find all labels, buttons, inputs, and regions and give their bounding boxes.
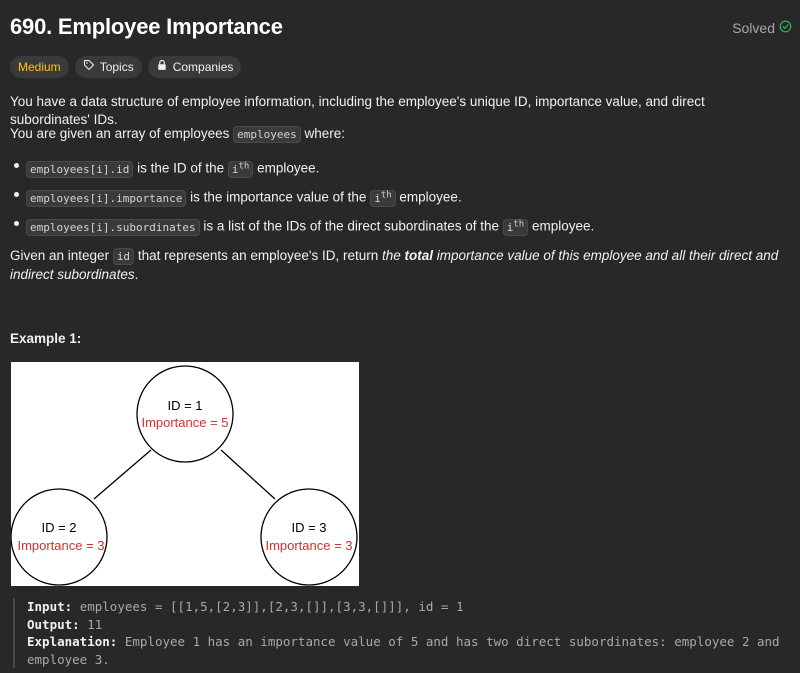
tag-icon [83, 56, 95, 78]
input-label: Input: [27, 599, 73, 614]
node-importance-label: Importance = 3 [17, 538, 105, 553]
bullet-var-sup: th [380, 190, 392, 200]
lock-icon [156, 56, 168, 78]
output-line [27, 616, 790, 634]
example-title: Example 1: [10, 331, 82, 346]
bullet-code: employees[i].importance [26, 190, 186, 207]
description-paragraph-3 [10, 247, 786, 284]
problem-title: 690. Employee Importance [10, 14, 283, 39]
bullet-code: employees[i].id [26, 161, 133, 178]
topics-label: Topics [99, 60, 134, 74]
p2-post: where: [300, 126, 346, 141]
node-id-label: ID = 2 [41, 520, 77, 535]
bullet-var-letter: i [231, 162, 239, 176]
explanation-value: Employee 1 has an importance value of 5 and has two direct subordinates: employee 2 and employee 3. [27, 634, 780, 667]
companies-button[interactable] [148, 56, 242, 78]
bullet-dot [14, 221, 19, 226]
bullet-text [26, 215, 594, 237]
p2-code: employees [233, 126, 301, 143]
p2-pre: You are given an array of employees [10, 126, 234, 141]
solved-label: Solved [732, 20, 775, 36]
check-circle-icon [779, 20, 792, 36]
input-value: employees = [[1,5,[2,3]],[2,3,[]],[3,3,[]]], id = 1 [79, 599, 464, 614]
p3-mid: that represents an employee's ID, return [134, 248, 383, 263]
bullet-var-sup: th [513, 219, 525, 229]
output-label: Output: [27, 616, 80, 632]
example-diagram [11, 362, 359, 586]
tree-edge [221, 450, 275, 499]
p3-em1: the [382, 248, 405, 263]
tag-row [10, 56, 241, 78]
topics-button[interactable] [75, 56, 142, 78]
bullet-pre: is the importance value of the [186, 189, 371, 205]
bullet-post: employee. [253, 160, 320, 176]
node-importance-label: Importance = 5 [141, 415, 229, 430]
bullet-text [26, 186, 462, 208]
node-circle [11, 489, 107, 585]
bullet-var-letter: i [374, 191, 381, 205]
p3-em2: importance value of this employee and all their direct and indirect subordinates [10, 248, 779, 282]
node-circle [137, 366, 233, 462]
p3-strong: total [404, 248, 434, 263]
bullet-var-letter: i [506, 220, 514, 234]
description-paragraph-1: You have a data structure of employee information, including the employee's unique ID, importance value, and direct subordinates' IDs. [10, 94, 705, 127]
bullet-pre: is the ID of the [133, 160, 228, 176]
description-paragraph-2 [10, 125, 786, 144]
bullet-var [228, 161, 253, 178]
solved-status [732, 20, 792, 36]
input-line [27, 598, 790, 616]
bullet-dot [14, 163, 19, 168]
bullet-var [370, 190, 395, 207]
tree-edge [94, 450, 151, 499]
p3-code: id [113, 248, 134, 265]
p3-pre: Given an integer [10, 248, 113, 263]
bullet-post: employee. [395, 189, 462, 205]
bullet-post: employee. [528, 218, 595, 234]
p3-end: . [134, 267, 139, 282]
bullet-var [503, 219, 528, 236]
companies-label: Companies [172, 60, 234, 74]
bullet-dot [14, 192, 19, 197]
node-id-label: ID = 3 [291, 520, 327, 535]
explanation-line [27, 633, 790, 668]
explanation-label: Explanation: [27, 634, 118, 649]
example-code-block [13, 598, 790, 668]
bullet-var-sup: th [238, 161, 250, 171]
output-value: 11 [87, 616, 103, 632]
node-importance-label: Importance = 3 [265, 538, 353, 553]
difficulty-badge[interactable]: Medium [10, 56, 69, 78]
node-circle [261, 489, 357, 585]
bullet-pre: is a list of the IDs of the direct subordinates of the [199, 218, 503, 234]
bullet-text [26, 157, 319, 179]
title-row [10, 14, 792, 44]
bullet-code: employees[i].subordinates [26, 219, 200, 236]
node-id-label: ID = 1 [167, 398, 203, 413]
